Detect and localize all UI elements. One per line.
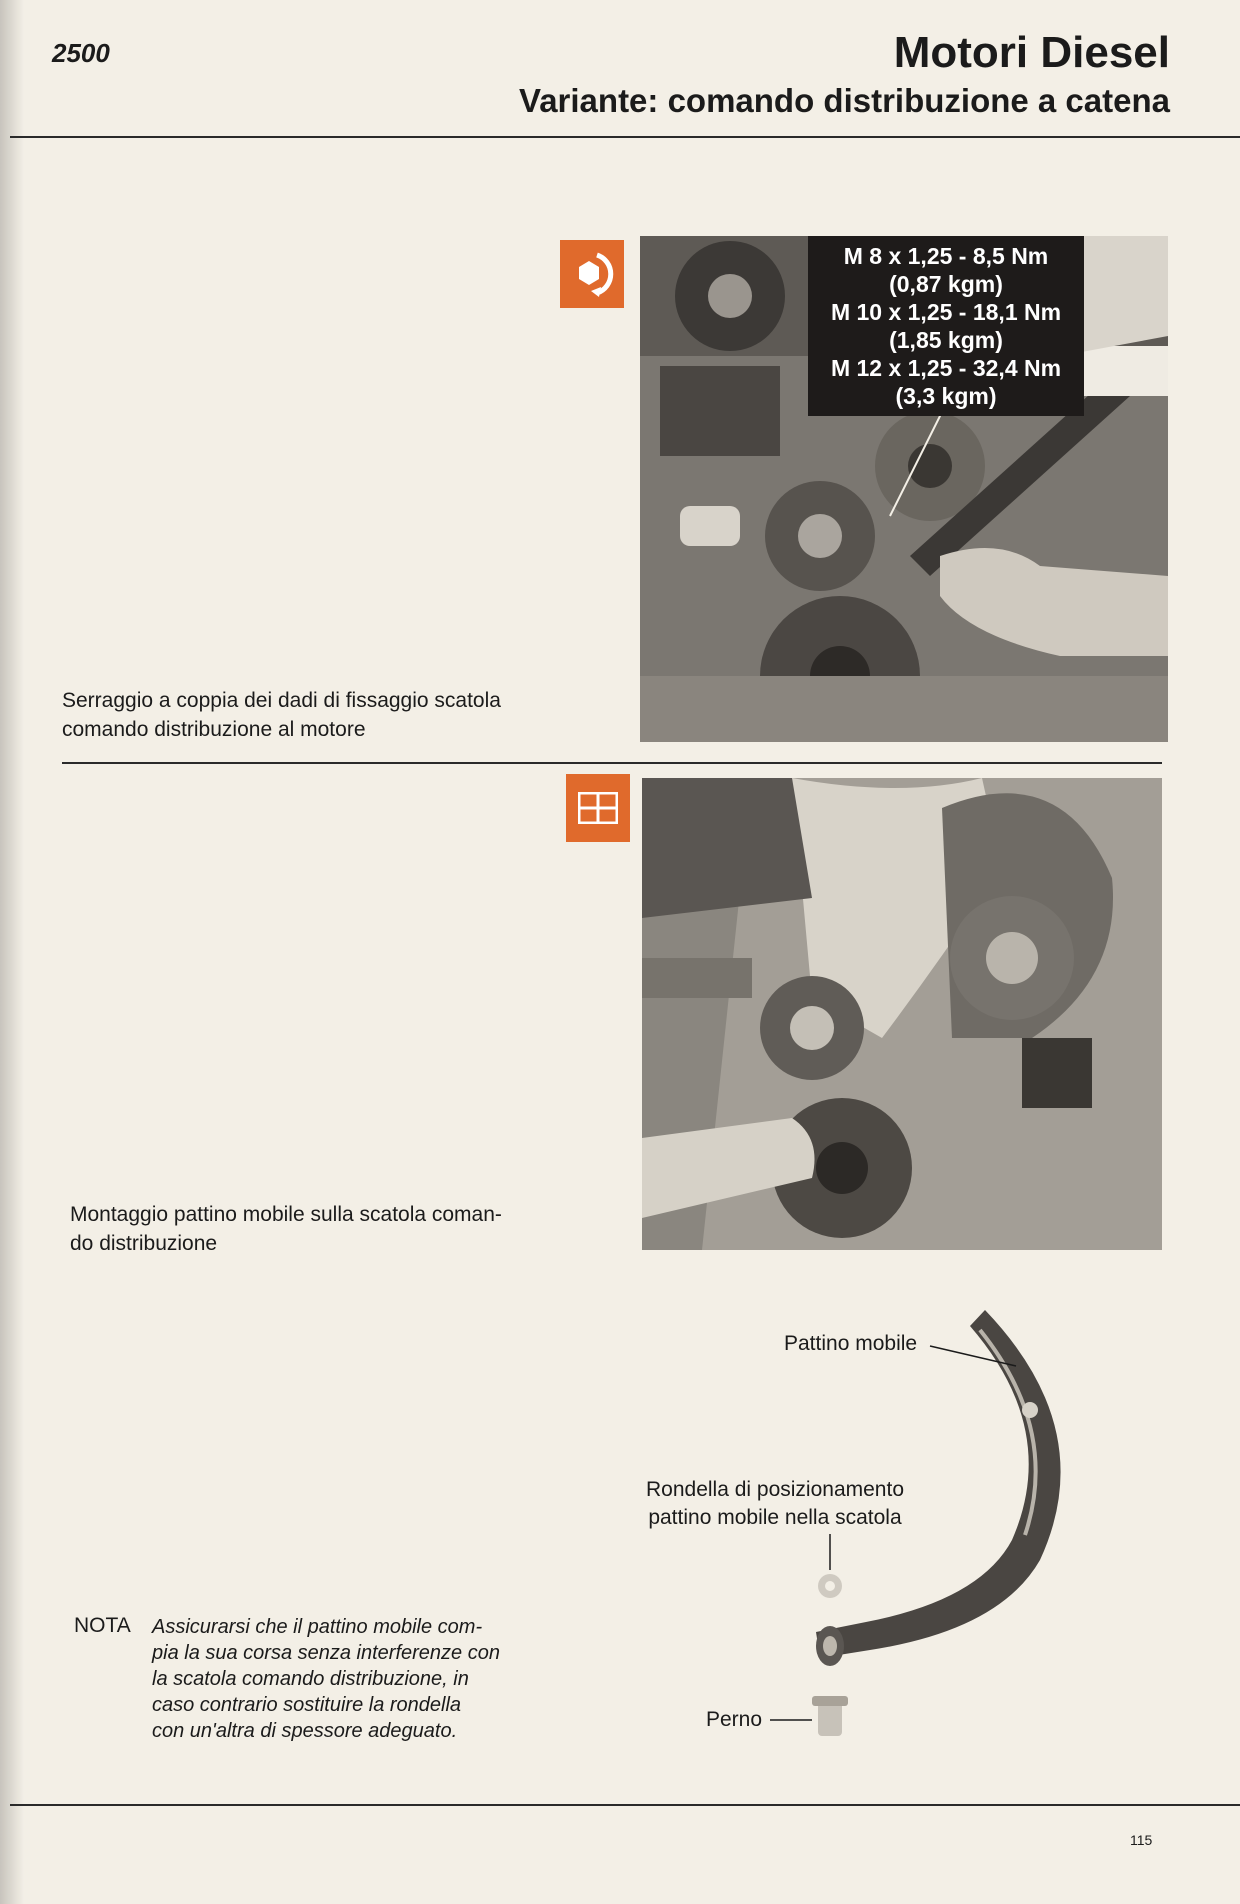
nota-line: Assicurarsi che il pattino mobile com- xyxy=(152,1616,483,1638)
torque-spec-line: (0,87 kgm) xyxy=(889,271,1003,297)
page-subtitle: Variante: comando distribuzione a catena xyxy=(519,82,1170,119)
torque-spec-line: (1,85 kgm) xyxy=(889,327,1003,353)
caption-line: comando distribuzione al motore xyxy=(62,718,366,741)
nota-label: NOTA xyxy=(74,1614,131,1637)
label-rondella-line: Rondella di posizionamento xyxy=(646,1478,904,1501)
torque-wrench-icon xyxy=(560,240,624,308)
caption-torque xyxy=(62,686,562,744)
torque-spec-line: (3,3 kgm) xyxy=(895,383,997,409)
page-number: 115 xyxy=(1130,1832,1153,1848)
model-code: 2500 xyxy=(52,38,110,68)
nota-line: caso contrario sostituire la rondella xyxy=(152,1694,462,1716)
page-binding-shadow xyxy=(0,0,24,1904)
footer-rule xyxy=(10,1804,1240,1806)
label-perno: Perno xyxy=(706,1708,763,1731)
label-pattino-mobile: Pattino mobile xyxy=(784,1332,918,1355)
label-rondella xyxy=(646,1476,904,1532)
torque-spec-line: M 8 x 1,25 - 8,5 Nm xyxy=(843,243,1049,269)
caption-line: Montaggio pattino mobile sulla scatola coman- xyxy=(70,1203,502,1226)
section-rule xyxy=(62,762,1162,764)
caption-assembly xyxy=(70,1200,570,1258)
torque-spec-line: M 10 x 1,25 - 18,1 Nm xyxy=(830,299,1062,325)
nota-text xyxy=(152,1614,542,1744)
header-rule xyxy=(10,136,1240,138)
page-title: Motori Diesel xyxy=(893,28,1170,77)
torque-spec-line: M 12 x 1,25 - 32,4 Nm xyxy=(830,355,1062,381)
assembly-icon xyxy=(566,774,630,842)
torque-specs-box xyxy=(808,236,1084,416)
nota-line: la scatola comando distribuzione, in xyxy=(152,1668,469,1690)
nota-line: con un'altra di spessore adeguato. xyxy=(152,1720,458,1742)
nota-line: pia la sua corsa senza interferenze con xyxy=(152,1642,500,1664)
caption-line: Serraggio a coppia dei dadi di fissaggio scatola xyxy=(62,689,501,712)
label-rondella-line: pattino mobile nella scatola xyxy=(648,1506,902,1529)
caption-line: do distribuzione xyxy=(70,1232,218,1255)
photo-assembly xyxy=(642,778,1162,1250)
